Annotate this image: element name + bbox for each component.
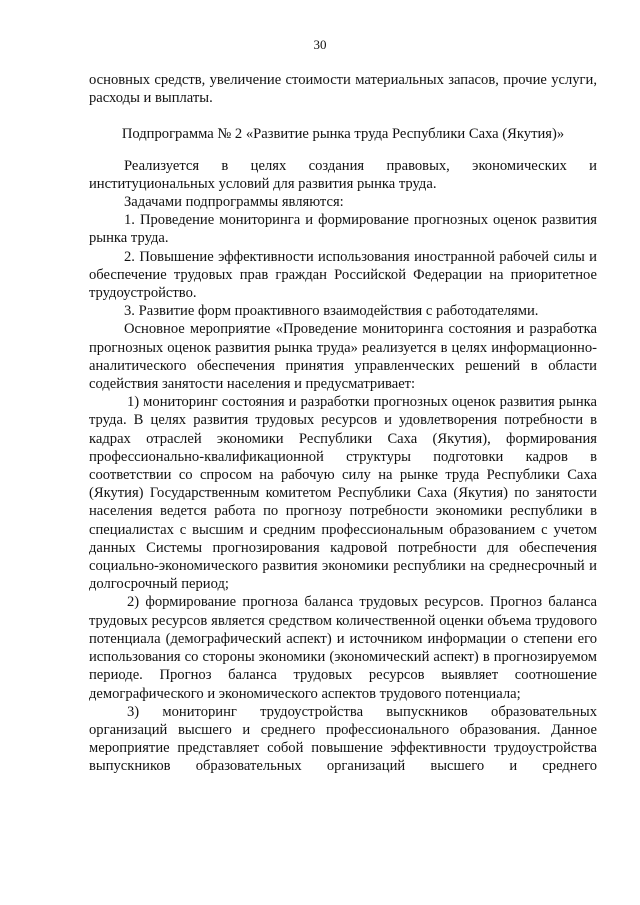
paragraph-tasks-intro: Задачами подпрограммы являются: xyxy=(124,194,344,211)
paragraph-item-3: 3) мониторинг трудоустройства выпускников образовательных организаций высшего и среднего профессионального образования. Данное мероприятие представляет собой повышение эффективности трудоустройства выпускников образовательных организаций высшего и среднего xyxy=(89,703,597,775)
paragraph-item-1: 1) мониторинг состояния и разработки прогнозных оценок развития рынка труда. В целях развития трудовых ресурсов и удовлетворения потребности в кадрах отраслей экономики Республики Саха (Якутия), формирования профессионально-квалификационной структуры подготовки кадров в соответствии со спросом на рабочую силу на рынке труда Республики Саха (Якутия) Государственным комитетом Республики Саха (Якутия) по занятости населения ведется работа по прогнозу потребности экономики республики в специалистах с высшим и средним профессиональным образованием с учетом данных Системы прогнозирования кадровой потребности для обеспечения социально-экономического развития экономики республики на среднесрочный и долгосрочный период; xyxy=(89,394,597,593)
intro-paragraph: основных средств, увеличение стоимости материальных запасов, прочие услуги, расходы и выплаты. xyxy=(89,72,597,107)
paragraph-item-2: 2) формирование прогноза баланса трудовых ресурсов. Прогноз баланса трудовых ресурсов является средством количественной оценки объема трудового потенциала (демографический аспект) и источником информации о степени его использования со стороны экономики (экономический аспект) в прогнозируемом периоде. Прогноз баланса трудовых ресурсов выявляет соотношение демографического и экономического аспектов трудового потенциала; xyxy=(89,594,597,702)
paragraph-purpose: Реализуется в целях создания правовых, экономических и институциональных условий для развития рынка труда. xyxy=(89,157,597,192)
page-number: 30 xyxy=(313,37,327,52)
paragraph-task-3: 3. Развитие форм проактивного взаимодействия с работодателями. xyxy=(124,303,539,320)
paragraph-task-1: 1. Проведение мониторинга и формирование прогнозных оценок развития рынка труда. xyxy=(89,212,597,247)
paragraph-main-activity: Основное мероприятие «Проведение мониторинга состояния и разработка прогнозных оценок развития рынка труда» реализуется в целях информационно-аналитического обеспечения принятия управленческих решений в области содействия занятости населения и предусматривает: xyxy=(89,321,597,393)
subprogram-heading: Подпрограмма № 2 «Развитие рынка труда Республики Саха (Якутия)» xyxy=(121,126,565,143)
page-body xyxy=(89,71,597,776)
paragraph-task-2: 2. Повышение эффективности использования иностранной рабочей силы и обеспечение трудовых прав граждан Российской Федерации на приоритетное трудоустройство. xyxy=(89,248,597,302)
